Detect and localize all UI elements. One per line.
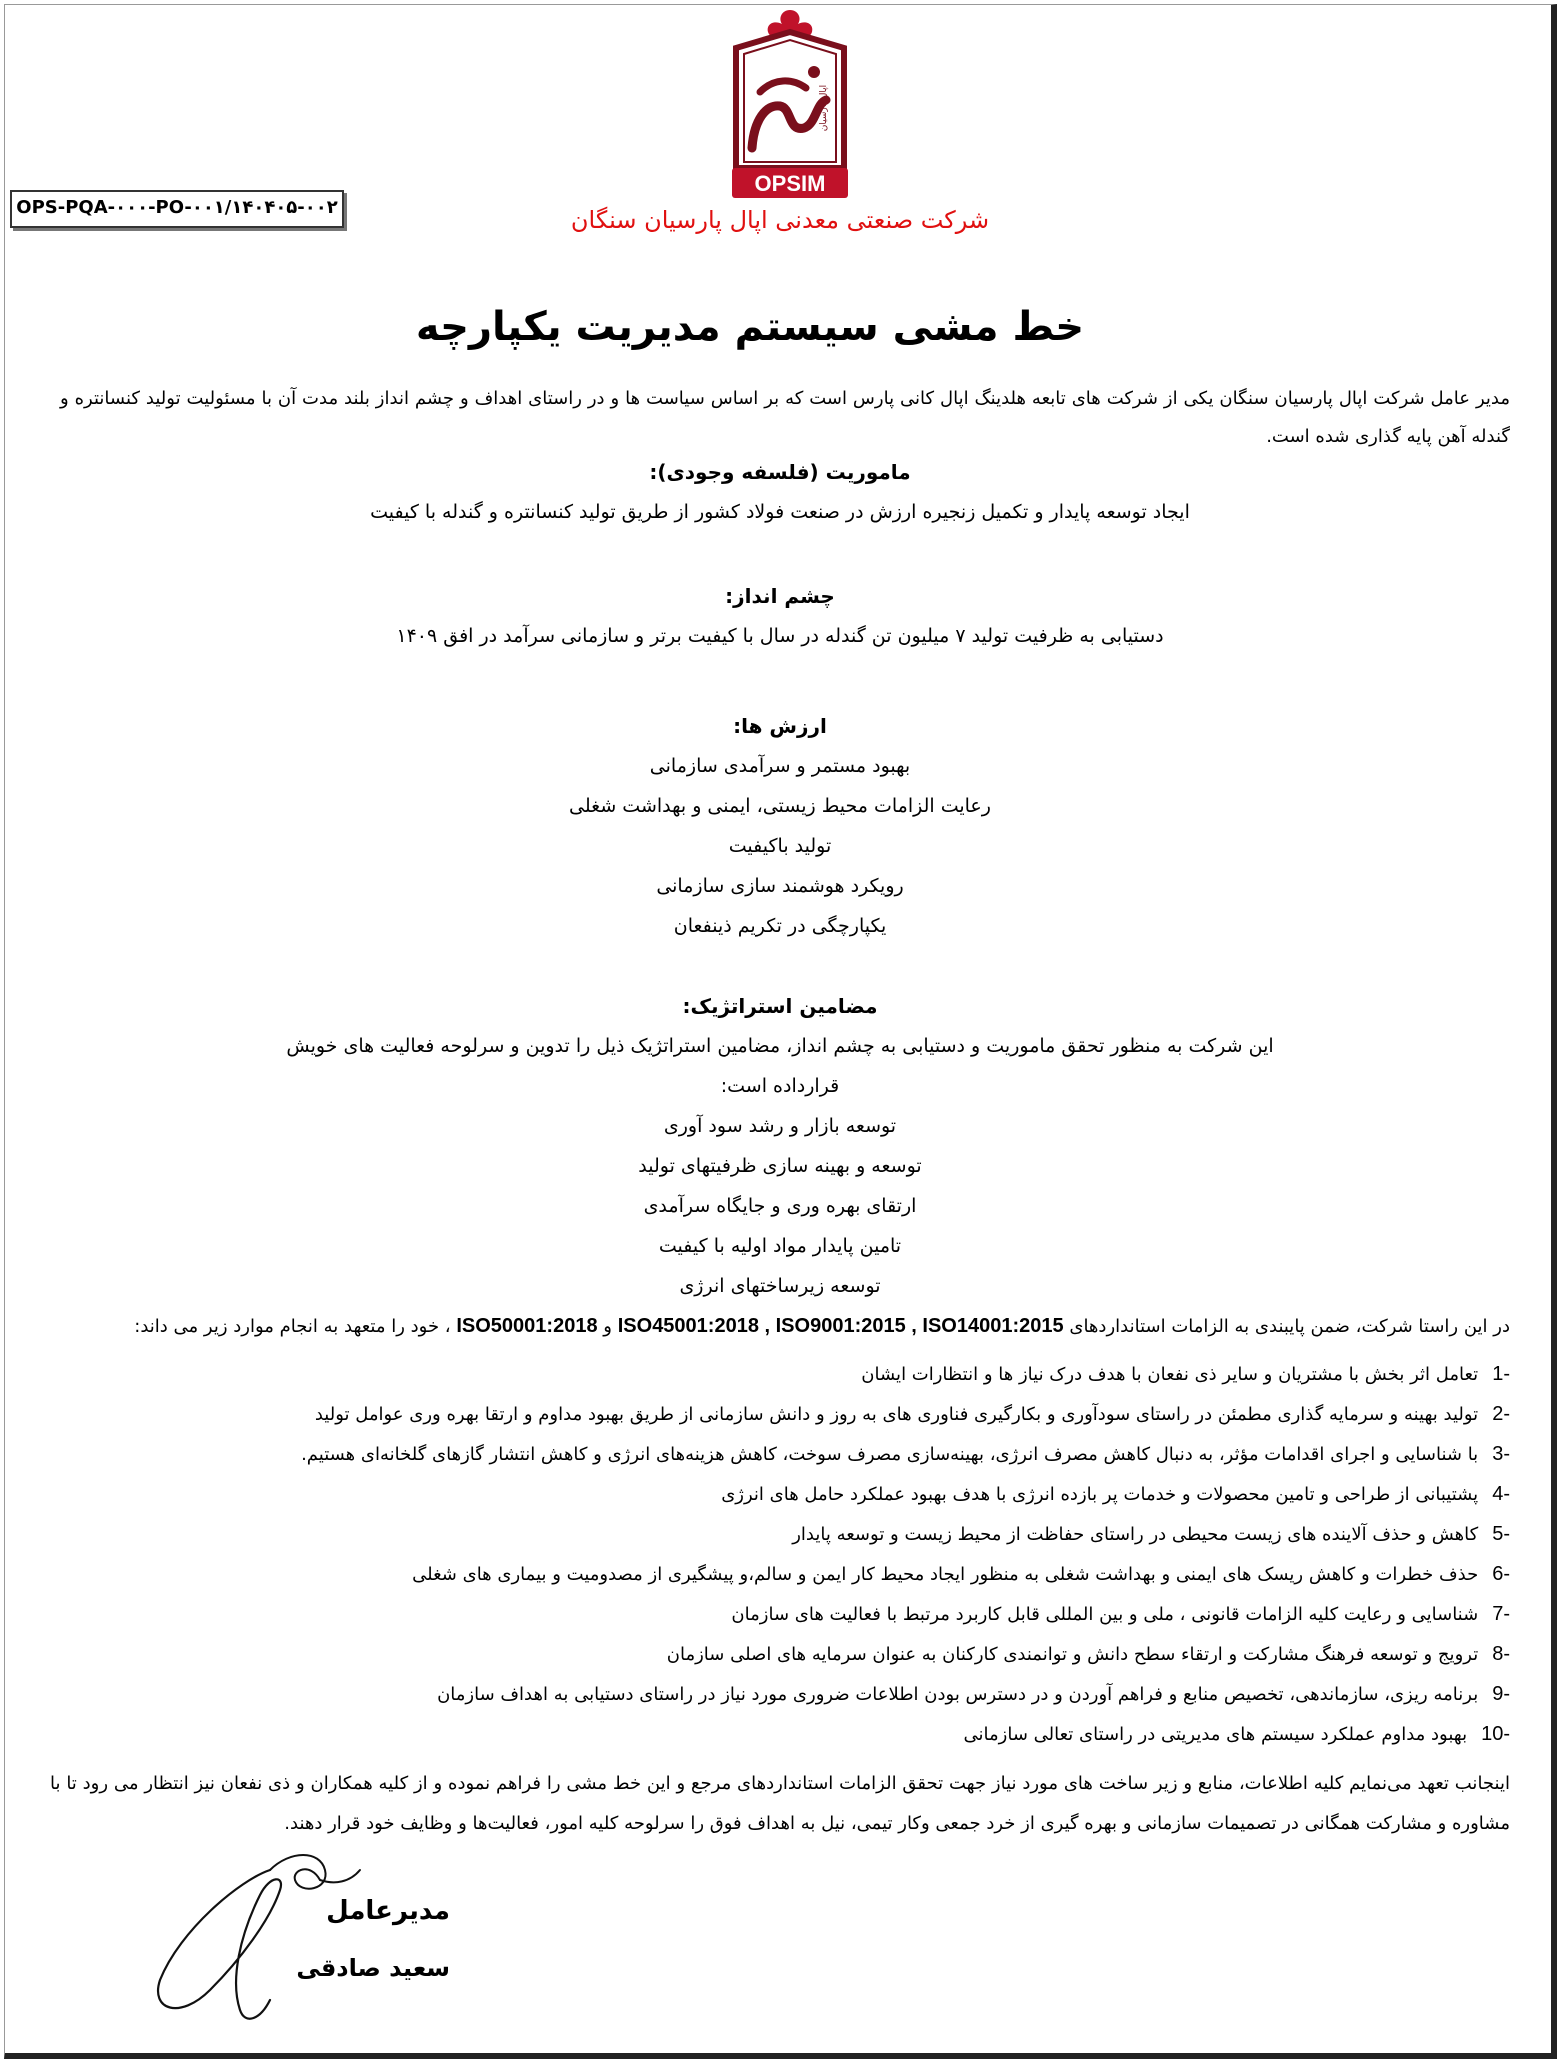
list-item-number: -9: [1492, 1683, 1510, 1705]
list-item-number: -3: [1492, 1443, 1510, 1465]
strategy-heading: مضامین استراتژیک:: [682, 994, 878, 1018]
list-item-number: -2: [1492, 1403, 1510, 1425]
commitment-intro: [60, 1310, 1510, 1343]
list-item-number: -4: [1492, 1483, 1510, 1505]
values-item: رعایت الزامات محیط زیستی، ایمنی و بهداشت شغلی: [569, 795, 991, 817]
vision-heading: چشم انداز:: [725, 584, 835, 608]
values-heading: ارزش ها:: [733, 714, 827, 738]
list-item-text: ترویج و توسعه فرهنگ مشارکت و ارتقاء سطح دانش و توانمندی کارکنان به عنوان سرمایه های اصلی سازمان: [666, 1644, 1479, 1665]
commitment-conj: و: [597, 1316, 612, 1337]
list-item: [60, 1674, 1510, 1714]
list-item: [60, 1354, 1510, 1394]
page-title: خط مشی سیستم مدیریت یکپارچه: [415, 304, 1085, 350]
signature: [120, 1840, 380, 2040]
list-item-text: حذف خطرات و کاهش ریسک های ایمنی و بهداشت شغلی به منظور ایجاد محیط کار ایمن و سالم،و پیشگیری از مصدومیت و بیماری های شغلی: [412, 1564, 1479, 1585]
intro-paragraph: مدیر عامل شرکت اپال پارسیان سنگان یکی از شرکت های تابعه هلدینگ اپال کانی پارس است که بر اساس سیاست ها و در راستای اهداف و چشم انداز بلند مدت آن با مسئولیت تولید کنسانتره و گندله آهن پایه گذاری شده است.: [60, 388, 1510, 447]
values-item: بهبود مستمر و سرآمدی سازمانی: [649, 755, 911, 777]
commitment-post: ، خود را متعهد به انجام موارد زیر می داند:: [134, 1316, 451, 1337]
mission-heading: ماموریت (فلسفه وجودی):: [649, 460, 911, 484]
iso-standards-b: ISO50001:2018: [456, 1315, 598, 1337]
list-item: [60, 1514, 1510, 1554]
strategy-item: توسعه بازار و رشد سود آوری: [663, 1115, 897, 1137]
list-item-text: کاهش و حذف آلاینده های زیست محیطی در راستای حفاظت از محیط زیست و توسعه پایدار: [792, 1524, 1479, 1545]
strategy-item: تامین پایدار مواد اولیه با کیفیت: [658, 1235, 902, 1257]
strategy-intro: این شرکت به منظور تحقق ماموریت و دستیابی به چشم انداز، مضامین استراتژیک ذیل را تدوین و سرلوحه فعالیت های خویش قرارداده است:: [286, 1035, 1274, 1097]
iso-standards-a: ISO45001:2018 , ISO9001:2015 , ISO14001:2015: [617, 1315, 1064, 1337]
list-item: [60, 1394, 1510, 1434]
signatory-name: سعید صادقی: [296, 1954, 450, 1982]
list-item-number: -7: [1492, 1603, 1510, 1625]
strategy-item: توسعه و بهینه سازی ظرفیتهای تولید: [638, 1155, 922, 1177]
signatory-title: مدیرعامل: [326, 1896, 450, 1926]
mission-section: [280, 452, 1280, 532]
values-item: یکپارچگی در تکریم ذینفعان: [673, 915, 887, 937]
list-item-text: بهبود مداوم عملکرد سیستم های مدیریتی در راستای تعالی سازمانی: [963, 1724, 1468, 1745]
list-item: [60, 1434, 1510, 1474]
list-item: [60, 1554, 1510, 1594]
list-item-text: شناسایی و رعایت کلیه الزامات قانونی ، ملی و بین المللی قابل کاربرد مرتبط با فعالیت های سازمان: [731, 1604, 1479, 1625]
list-item: [60, 1594, 1510, 1634]
values-item: رویکرد هوشمند سازی سازمانی: [656, 875, 904, 897]
list-item-text: برنامه ریزی، سازماندهی، تخصیص منابع و فراهم آوردن و در دسترس بودن اطلاعات ضروری مورد نیاز در راستای دستیابی به اهداف سازمان: [437, 1684, 1479, 1705]
list-item: [60, 1474, 1510, 1514]
list-item-text: تعامل اثر بخش با مشتریان و سایر ذی نفعان با هدف درک نیاز ها و انتظارات ایشان: [861, 1364, 1479, 1385]
list-item-number: -1: [1492, 1363, 1510, 1385]
strategy-item: ارتقای بهره وری و جایگاه سرآمدی: [643, 1195, 917, 1217]
vision-section: [280, 576, 1280, 656]
commitment-list: [60, 1354, 1510, 1754]
mission-text: ایجاد توسعه پایدار و تکمیل زنجیره ارزش در صنعت فولاد کشور از طریق تولید کنسانتره و گندله با کیفیت: [370, 501, 1190, 523]
list-item-text: پشتیبانی از طراحی و تامین محصولات و خدمات پر بازده انرژی با هدف بهبود عملکرد حامل های انرژی: [721, 1484, 1479, 1505]
logo-small-text: اپال پارسیان: [819, 84, 829, 132]
company-name: شرکت صنعتی معدنی اپال پارسیان سنگان: [570, 206, 990, 234]
list-item: [60, 1634, 1510, 1674]
list-item-number: -6: [1492, 1563, 1510, 1585]
company-logo: [722, 8, 858, 208]
values-section: [280, 706, 1280, 946]
list-item-number: -8: [1492, 1643, 1510, 1665]
closing-paragraph: اینجانب تعهد می‌نمایم کلیه اطلاعات، منابع و زیر ساخت های مورد نیاز جهت تحقق الزامات استانداردهای مرجع و این خط مشی را فراهم نموده و از کلیه همکاران و ذی نفعان نیز انتظار می رود تا با مشاوره و مشارکت همگانی در تصمیمات سازمانی و بهره گیری از خرد جمعی وکار تیمی، نیل به اهداف فوق را سرلوحه کلیه امور، فعالیت‌ها و وظایف خود قرار دهند.: [50, 1773, 1510, 1834]
list-item-text: تولید بهینه و سرمایه گذاری مطمئن در راستای سودآوری و بکارگیری فناوری های به روز و دانش سازمانی از طریق بهبود مداوم و ارتقا بهره وری عوامل تولید: [314, 1404, 1479, 1425]
list-item-number: -5: [1492, 1523, 1510, 1545]
strategy-item: توسعه زیرساختهای انرژی: [679, 1275, 881, 1297]
strategy-section: [280, 986, 1280, 1306]
list-item-number: -10: [1481, 1723, 1510, 1745]
commitment-pre: در این راستا شرکت، ضمن پایبندی به الزامات استانداردهای: [1069, 1316, 1510, 1337]
values-item: تولید باکیفیت: [728, 835, 832, 857]
list-item-text: با شناسایی و اجرای اقدامات مؤثر، به دنبال کاهش مصرف انرژی، بهینه‌سازی مصرف سوخت، کاهش هزینه‌های انرژی و کاهش انتشار گازهای گلخانه‌ای هستیم.: [301, 1444, 1479, 1465]
document-code: OPS-PQA-۰۰۰-PO-۰۰۱/۱۴۰۴۰۵-۰۰۲: [10, 190, 344, 228]
list-item: [60, 1714, 1510, 1754]
logo-brand: OPSIM: [754, 171, 826, 196]
vision-text: دستیابی به ظرفیت تولید ۷ میلیون تن گندله در سال با کیفیت برتر و سازمانی سرآمد در افق ۱۴۰۹: [396, 625, 1164, 647]
